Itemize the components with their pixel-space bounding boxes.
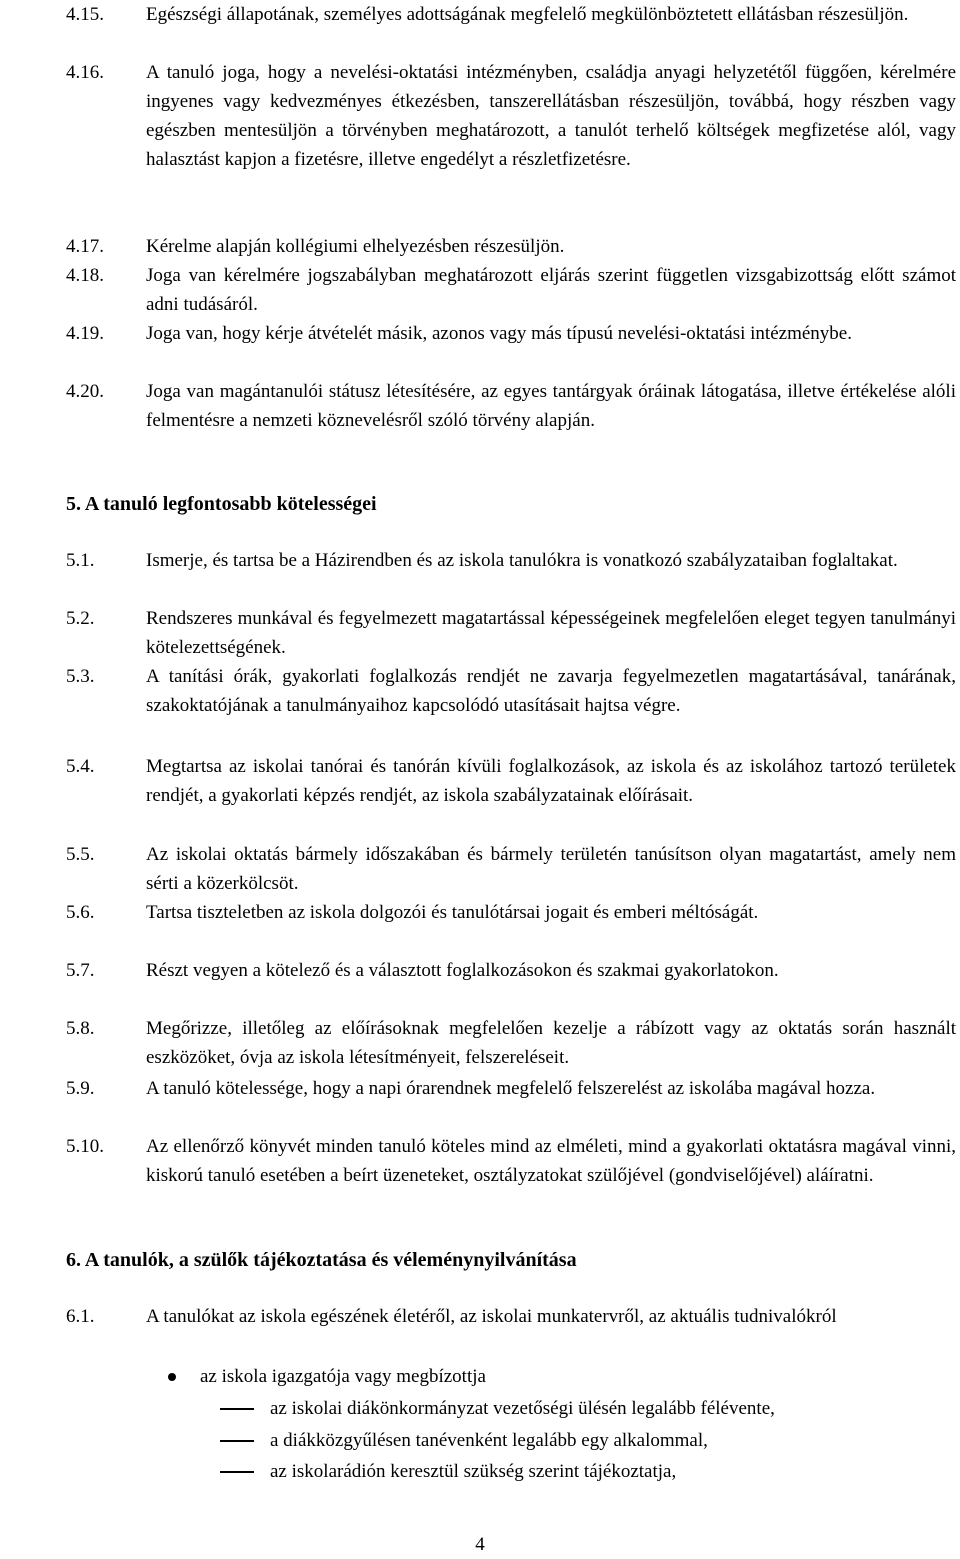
item-text: Megőrizze, illetőleg az előírásoknak megfelelően kezelje a rábízott vagy az oktatás során használt eszközöket, óvja az iskola létesítményeit, felszereléseit. [146, 1018, 956, 1068]
list-item [66, 1074, 956, 1103]
section-heading: 6. A tanulók, a szülők tájékoztatása és véleménynyilvánítása [66, 1249, 577, 1271]
list-item [66, 1132, 956, 1190]
item-number: 4.19. [66, 323, 104, 344]
list-item [66, 752, 956, 810]
list-item [66, 546, 956, 575]
item-number: 4.16. [66, 62, 104, 83]
bullet-text: az iskola igazgatója vagy megbízottja [200, 1366, 486, 1387]
dash-text: az iskolai diákönkormányzat vezetőségi ülésén legalább félévente, [270, 1398, 775, 1419]
dash-text: a diákközgyűlésen tanévenként legalább egy alkalommal, [270, 1430, 708, 1451]
section-heading: 5. A tanuló legfontosabb kötelességei [66, 493, 377, 515]
list-item [66, 956, 956, 985]
dash-item [220, 1457, 676, 1486]
item-text: Kérelme alapján kollégiumi elhelyezésben részesüljön. [146, 236, 565, 257]
list-item [66, 840, 956, 898]
list-item [66, 0, 956, 29]
page-number: 4 [475, 1534, 485, 1555]
item-text: Joga van magántanulói státusz létesítésére, az egyes tantárgyak óráinak látogatása, illetve értékelése alóli felmentésre a nemzeti köznevelésről szóló törvény alapján. [146, 381, 956, 431]
item-text: Részt vegyen a kötelező és a választott foglalkozásokon és szakmai gyakorlatokon. [146, 960, 779, 981]
item-text: Az iskolai oktatás bármely időszakában és bármely területén tanúsítson olyan magatartást, amely nem sérti a közerkölcsöt. [146, 844, 956, 894]
item-number: 5.2. [66, 608, 95, 629]
item-text: A tanuló joga, hogy a nevelési-oktatási intézményben, családja anyagi helyzetétől függően, kérelmére ingyenes vagy kedvezményes étkezésben, tanszerellátásban részesüljön, továbbá, hogy részben vagy egészben mentesüljön a törvényben meghatározott, a tanulót terhelő költségek megfizetése alól, vagy halasztást kapjon a fizetésre, illetve engedélyt a részletfizetésre. [146, 62, 956, 170]
list-item [66, 662, 956, 720]
list-item [66, 58, 956, 174]
list-item [66, 261, 956, 319]
item-text: Rendszeres munkával és fegyelmezett magatartással képességeinek megfelelően eleget tegyen tanulmányi kötelezettségének. [146, 608, 956, 658]
item-text: Joga van, hogy kérje átvételét másik, azonos vagy más típusú nevelési-oktatási intézménybe. [146, 323, 852, 344]
dash-item [220, 1426, 708, 1455]
item-number: 5.1. [66, 550, 95, 571]
item-number: 5.6. [66, 902, 95, 923]
list-item [66, 1302, 956, 1331]
item-text: Ismerje, és tartsa be a Házirendben és az iskola tanulókra is vonatkozó szabályzataiban foglaltakat. [146, 550, 898, 571]
item-number: 4.18. [66, 265, 104, 286]
item-text: Joga van kérelmére jogszabályban meghatározott eljárás szerint független vizsgabizottság előtt számot adni tudásáról. [146, 265, 956, 315]
item-number: 4.15. [66, 4, 104, 25]
item-text: Tartsa tiszteletben az iskola dolgozói és tanulótársai jogait és emberi méltóságát. [146, 902, 759, 923]
list-item [66, 1014, 956, 1072]
dash-text: az iskolarádión keresztül szükség szerint tájékoztatja, [270, 1461, 677, 1482]
dash-icon [220, 1408, 254, 1410]
bullet-item [168, 1362, 486, 1391]
item-number: 5.3. [66, 666, 95, 687]
item-number: 5.8. [66, 1018, 95, 1039]
item-number: 4.20. [66, 381, 104, 402]
item-number: 5.4. [66, 756, 95, 777]
dash-icon [220, 1471, 254, 1473]
item-number: 5.7. [66, 960, 95, 981]
list-item [66, 898, 956, 927]
item-number: 5.10. [66, 1136, 104, 1157]
dash-item [220, 1394, 775, 1423]
item-number: 4.17. [66, 236, 104, 257]
list-item [66, 604, 956, 662]
bullet-icon [168, 1373, 176, 1381]
item-text: A tanítási órák, gyakorlati foglalkozás rendjét ne zavarja fegyelmezetlen magatartásával, tanárának, szakoktatójának a tanulmányaihoz kapcsolódó utasításait hajtsa végre. [146, 666, 956, 716]
item-number: 6.1. [66, 1306, 95, 1327]
list-item [66, 232, 956, 261]
dash-icon [220, 1440, 254, 1442]
item-text: Megtartsa az iskolai tanórai és tanórán kívüli foglalkozások, az iskola és az iskolához tartozó területek rendjét, a gyakorlati képzés rendjét, az iskola szabályzatainak előírásait. [146, 756, 956, 806]
item-text: A tanuló kötelessége, hogy a napi órarendnek megfelelő felszerelést az iskolába magával hozza. [146, 1078, 876, 1099]
item-text: Egészségi állapotának, személyes adottságának megfelelő megkülönböztetett ellátásban részesüljön. [146, 4, 909, 25]
item-text: Az ellenőrző könyvét minden tanuló köteles mind az elméleti, mind a gyakorlati oktatásra magával vinni, kiskorú tanuló esetében a beírt üzeneteket, osztályzatokat szülőjével (gondviselőjével) aláíratni. [146, 1136, 956, 1186]
list-item [66, 319, 956, 348]
list-item [66, 377, 956, 435]
item-number: 5.9. [66, 1078, 95, 1099]
item-number: 5.5. [66, 844, 95, 865]
item-text: A tanulókat az iskola egészének életéről, az iskolai munkatervről, az aktuális tudnivalókról [146, 1306, 837, 1327]
